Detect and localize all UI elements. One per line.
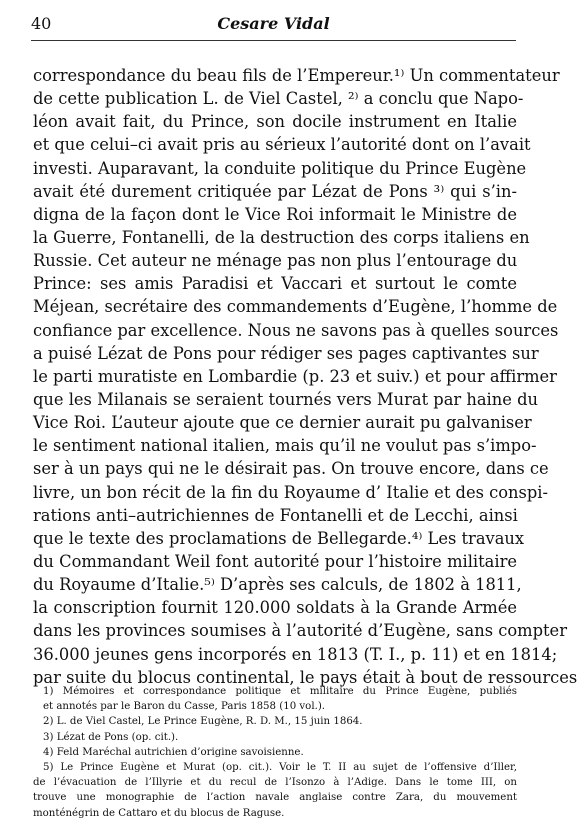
body-line: digna de la façon dont le Vice Roi informait le Ministre de	[33, 204, 517, 224]
footnote-5: 5) Le Prince Eugène et Murat (op. cit.). Voir le T. II au sujet de l’offensive d’Iller,	[43, 761, 517, 773]
body-line: la Guerre, Fontanelli, de la destruction des corps italiens en	[33, 227, 530, 247]
body-line: la conscription fournit 120.000 soldats à la Grande Armée	[33, 598, 517, 618]
body-line: correspondance du beau fils de l’Empereur.¹⁾ Un commentateur	[33, 66, 560, 85]
body-line: confiance par excellence. Nous ne savons pas à quelles sources	[33, 320, 559, 340]
footnote-4: 4) Feld Maréchal autrichien d’origine savoisienne.	[43, 746, 304, 758]
body-line: a puisé Lézat de Pons pour rédiger ses pages captivantes sur	[33, 343, 539, 363]
footnotes	[33, 684, 517, 821]
body-line: dans les provinces soumises à l’autorité d’Eugène, sans compter	[33, 621, 567, 641]
footnote-2: 2) L. de Viel Castel, Le Prince Eugène, R. D. M., 15 juin 1864.	[43, 716, 363, 728]
body-line: par suite du blocus continental, le pays était à bout de ressources	[33, 667, 577, 687]
body-line: léon avait fait, du Prince, son docile instrument en Italie	[33, 112, 517, 132]
body-line: le parti muratiste en Lombardie (p. 23 et suiv.) et pour affirmer	[33, 366, 557, 386]
body-line: 36.000 jeunes gens incorporés en 1813 (T. I., p. 11) et en 1814;	[33, 644, 558, 664]
footnote-1: 1) Mémoires et correspondance politique et militaire du Prince Eugène, publiés	[43, 686, 517, 697]
body-line: et que celui–ci avait pris au sérieux l’autorité dont on l’avait	[33, 135, 531, 155]
body-line: de cette publication L. de Viel Castel, ²⁾ a conclu que Napo-	[33, 89, 524, 109]
body-line: du Royaume d’Italie.⁵⁾ D’après ses calculs, de 1802 à 1811,	[33, 575, 522, 595]
body-line: du Commandant Weil font autorité pour l’histoire militaire	[33, 551, 517, 571]
body-line: rations anti–autrichiennes de Fontanelli et de Lecchi, ainsi	[33, 505, 518, 525]
body-line: avait été durement critiquée par Lézat de Pons ³⁾ qui s’in-	[33, 181, 517, 201]
body-line: livre, un bon récit de la fin du Royaume d’ Italie et des conspi-	[33, 482, 549, 502]
body-line: Méjean, secrétaire des commandements d’Eugène, l’homme de	[33, 297, 558, 317]
header-rule	[31, 40, 516, 41]
footnote-5-cont: de l’évacuation de l’Illyrie et du recul de l’Isonzo à l’Adige. Dans le tome III, on	[33, 777, 517, 789]
body-line: ser à un pays qui ne le désirait pas. On trouve encore, dans ce	[33, 459, 549, 479]
footnote-5-cont: trouve une monographie de l’action navale anglaise contre Zara, du mouvement	[33, 792, 517, 804]
body-line: investi. Auparavant, la conduite politique du Prince Eugène	[33, 158, 527, 178]
footnote-1-cont: et annotés par le Baron du Casse, Paris 1858 (10 vol.).	[43, 701, 326, 713]
body-text	[33, 64, 577, 689]
body-line: Vice Roi. L’auteur ajoute que ce dernier aurait pu galvaniser	[33, 413, 532, 433]
body-line: Russie. Cet auteur ne ménage pas non plus l’entourage du	[33, 251, 518, 271]
body-line: Prince: ses amis Paradisi et Vaccari et surtout le comte	[33, 274, 517, 294]
footnote-5-cont: monténégrin de Cattaro et du blocus de Raguse.	[33, 807, 285, 819]
running-head: Cesare Vidal	[217, 14, 330, 33]
body-line: que le texte des proclamations de Bellegarde.⁴⁾ Les travaux	[33, 528, 525, 548]
page-number: 40	[31, 14, 52, 33]
footnote-3: 3) Lézat de Pons (op. cit.).	[43, 731, 179, 743]
body-line: le sentiment national italien, mais qu’il ne voulut pas s’impo-	[33, 436, 537, 456]
body-line: que les Milanais se seraient tournés vers Murat par haine du	[33, 389, 538, 409]
page-header	[31, 14, 516, 36]
